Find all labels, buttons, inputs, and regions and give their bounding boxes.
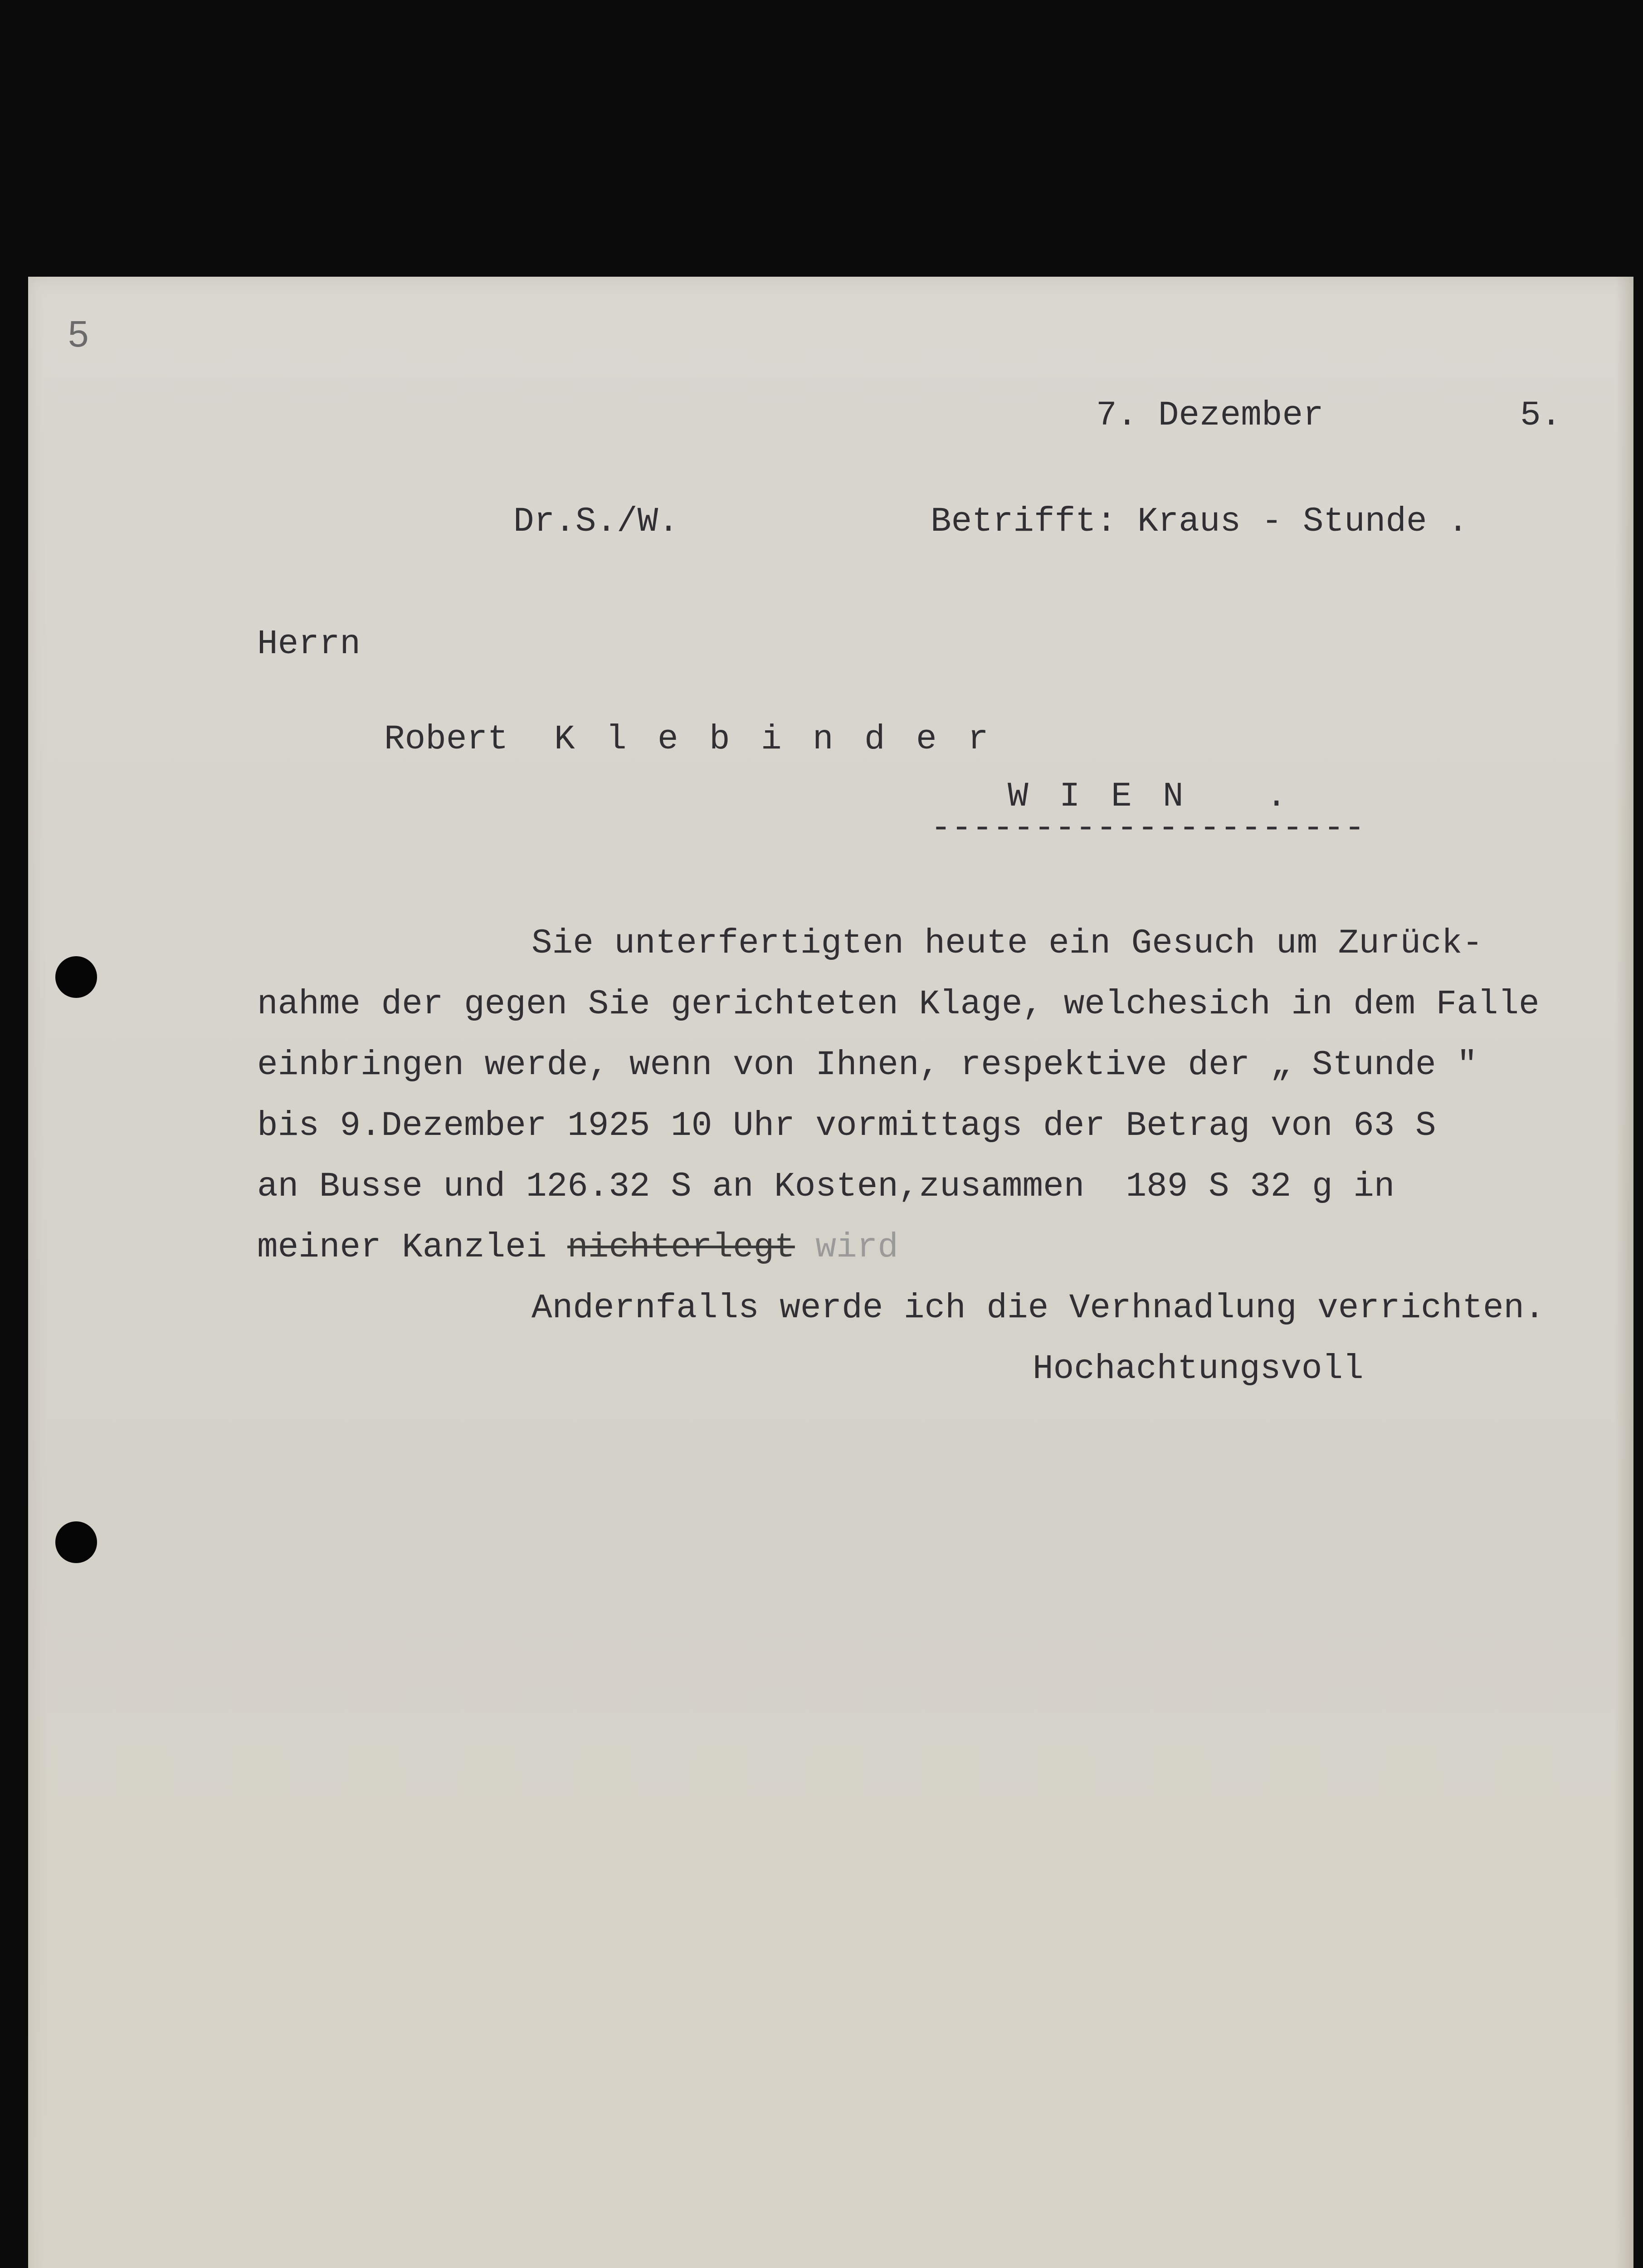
faded-word: wird	[815, 1228, 898, 1267]
salutation: Herrn	[257, 625, 361, 664]
city-underline: ---------------------	[931, 809, 1365, 848]
recipient-surname: Klebinder	[554, 720, 1020, 759]
punch-hole-top	[55, 956, 97, 998]
recipient-first-name: Robert	[384, 720, 508, 759]
body-line-1: Sie unterfertigten heute ein Gesuch um Zurück-	[531, 924, 1483, 963]
body-line-4: bis 9.Dezember 1925 10 Uhr vormittags der Betrag von 63 S	[257, 1106, 1436, 1145]
paper-edge	[1615, 277, 1633, 2268]
closing-line: Andernfalls werde ich die Verhnadlung verrichten.	[531, 1289, 1545, 1328]
struck-word: nichterlegt	[567, 1228, 795, 1267]
recipient-city: WIEN .	[1008, 777, 1318, 816]
signoff: Hochachtungsvoll	[1033, 1349, 1364, 1388]
body-line-3: einbringen werde, wenn von Ihnen, respektive der „ Stunde "	[257, 1046, 1477, 1085]
body-line-6	[257, 1230, 898, 1265]
body-line-5: an Busse und 126.32 S an Kosten,zusammen 189 S 32 g in	[257, 1167, 1395, 1206]
body-line-2: nahme der gegen Sie gerichteten Klage, welchesich in dem Falle	[257, 985, 1540, 1024]
letter-date: 7. Dezember	[1096, 396, 1324, 435]
body-line-6-prefix: meiner Kanzlei	[257, 1228, 547, 1267]
punch-hole-bottom	[55, 1521, 97, 1563]
page-number: 5	[68, 313, 89, 355]
subject-line: Betrifft: Kraus - Stunde .	[931, 502, 1468, 541]
reference-code: Dr.S./W.	[513, 502, 679, 541]
letter-sheet	[28, 277, 1633, 2268]
year-fragment: 5.	[1520, 396, 1562, 435]
